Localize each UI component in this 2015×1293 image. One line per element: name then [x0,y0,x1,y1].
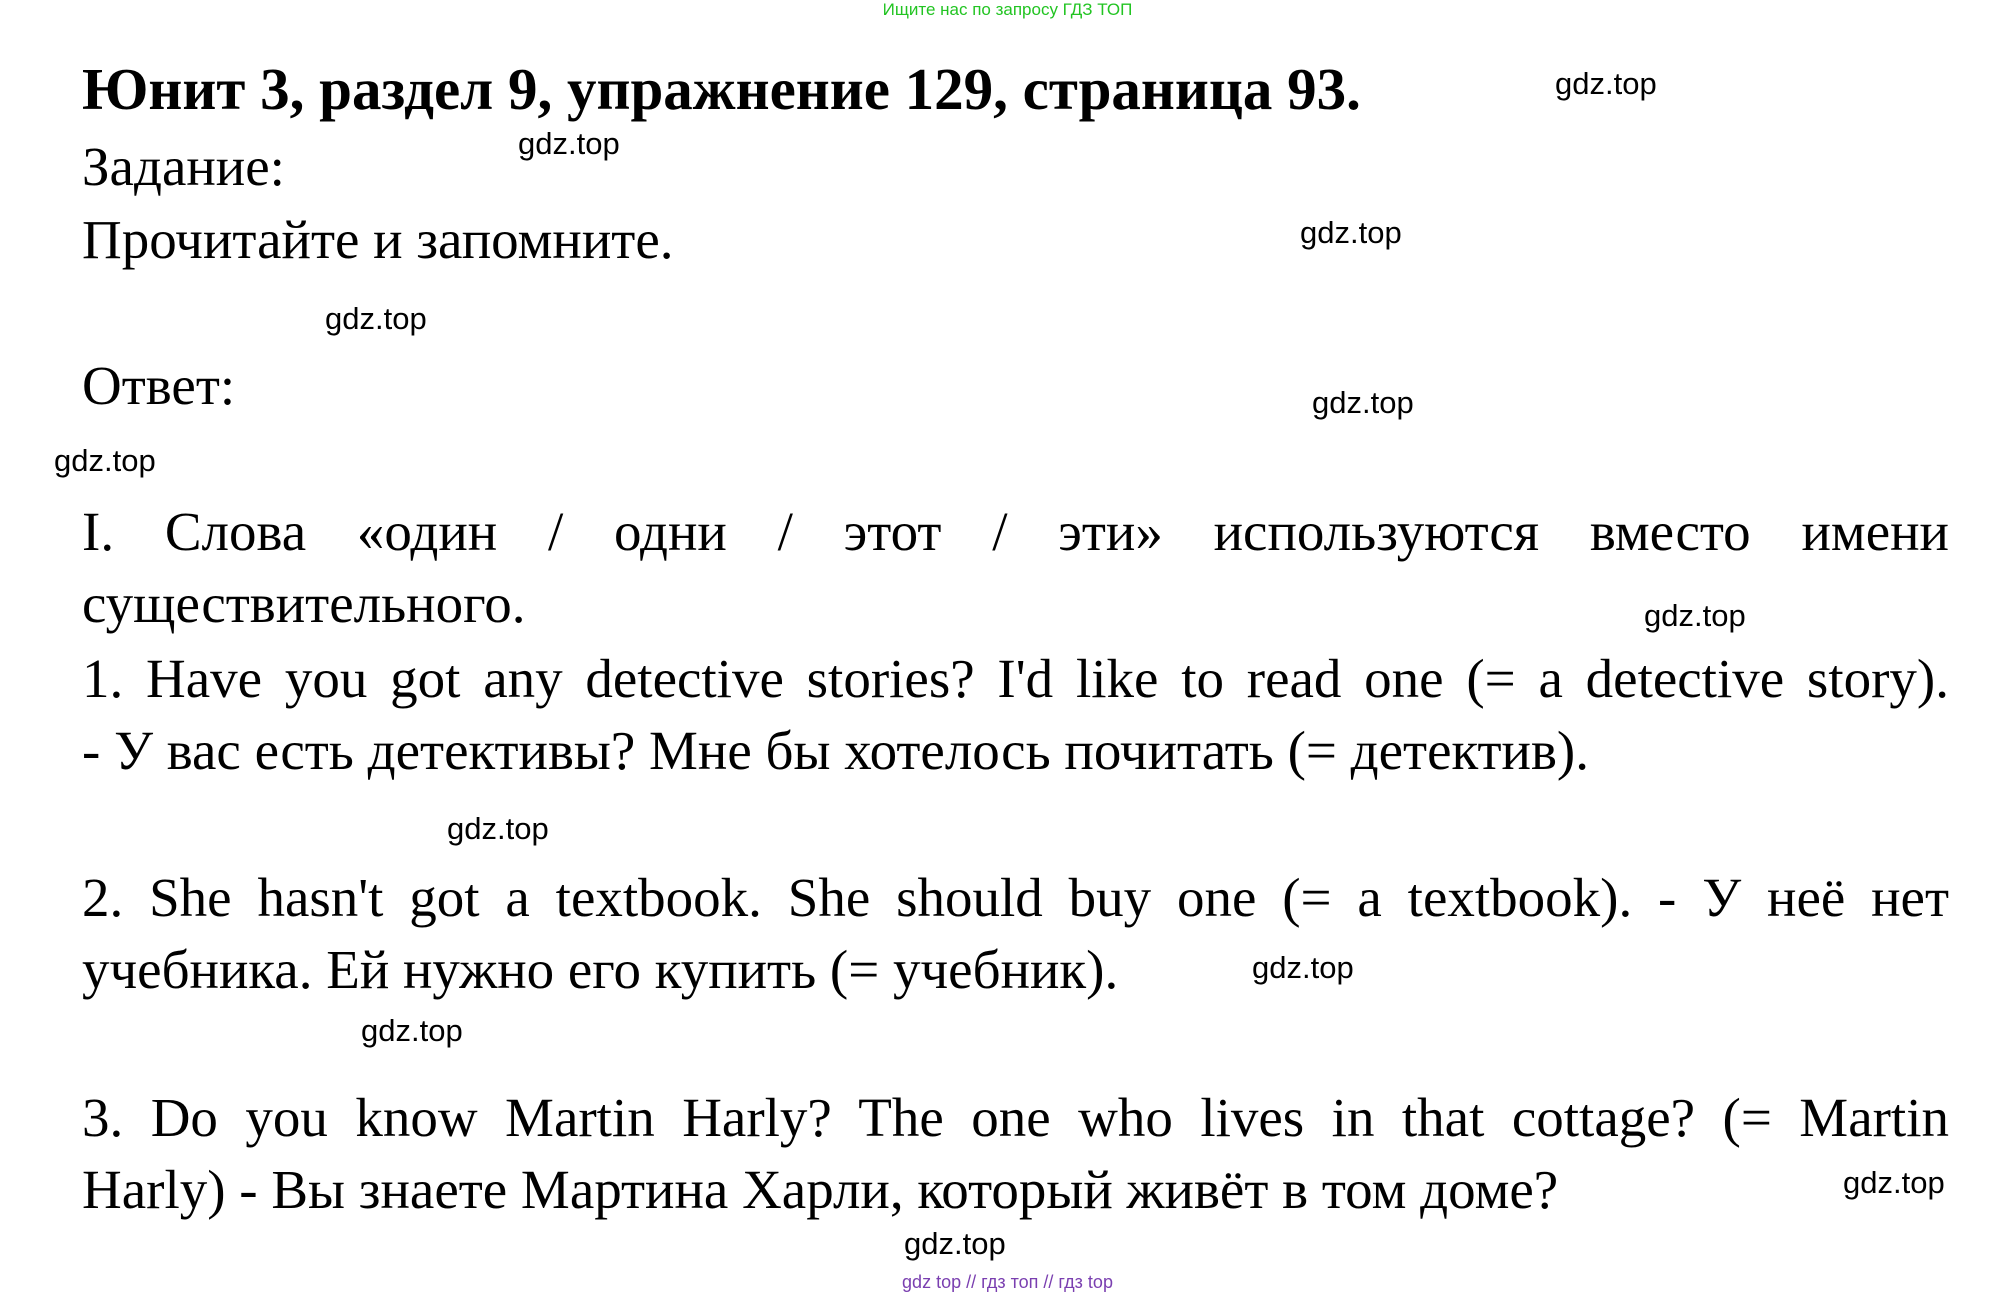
watermark: gdz.top [1555,66,1657,101]
watermark: gdz.top [54,443,156,478]
watermark: gdz.top [325,301,427,336]
watermark: gdz.top [1644,598,1746,633]
watermark: gdz.top [1252,950,1354,985]
watermark: gdz.top [447,811,549,846]
example-3-line-1: 3. Do you know Martin Harly? The one who lives in that cottage? (= Martin [82,1087,1949,1148]
answer-label: Ответ: [82,355,236,416]
section-1-line-1: I. Слова «один / одни / этот / эти» используются вместо имени [82,501,1949,562]
task-label: Задание: [82,136,285,197]
example-2-paragraph [82,862,1949,1006]
watermark: gdz.top [904,1226,1006,1261]
example-1-line-2: - У вас есть детективы? Мне бы хотелось почитать (= детектив). [82,720,1589,781]
footer-links: gdz top // гдз топ // гдз top [902,1272,1113,1292]
top-banner: Ищите нас по запросу ГДЗ ТОП [882,0,1133,19]
watermark: gdz.top [518,126,620,161]
page-title: Юнит 3, раздел 9, упражнение 129, страница 93. [82,56,1361,122]
watermark: gdz.top [1300,215,1402,250]
example-1-paragraph [82,643,1949,787]
watermark: gdz.top [1843,1165,1945,1200]
example-3-line-2: Harly) - Вы знаете Мартина Харли, который живёт в том доме? [82,1159,1559,1220]
example-1-line-1: 1. Have you got any detective stories? I'd like to read one (= a detective story). [82,648,1949,709]
task-text: Прочитайте и запомните. [82,209,674,270]
watermark: gdz.top [1312,385,1414,420]
watermark: gdz.top [361,1013,463,1048]
example-3-paragraph [82,1082,1949,1226]
example-2-line-1: 2. She hasn't got a textbook. She should buy one (= a textbook). - У неё нет [82,867,1949,928]
section-1-line-2: существительного. [82,573,526,634]
example-2-line-2: учебника. Ей нужно его купить (= учебник). [82,939,1119,1000]
